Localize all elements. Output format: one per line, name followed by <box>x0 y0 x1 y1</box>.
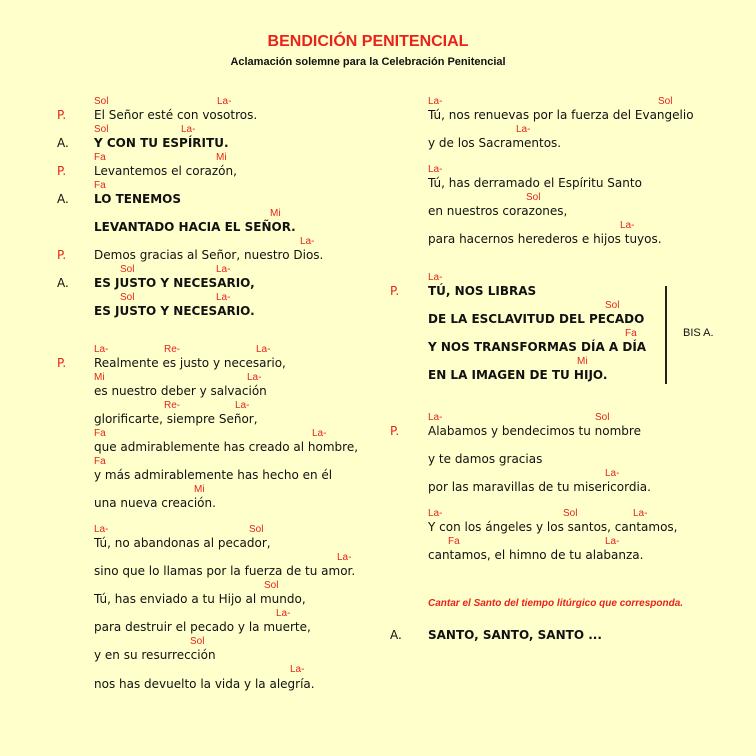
preface-line: Y con los ángeles y los santos, cantamos, <box>428 520 678 534</box>
chord: La- <box>605 468 620 479</box>
chord: Sol <box>120 292 135 303</box>
chord: Mi <box>577 356 588 367</box>
chord: La- <box>256 344 271 355</box>
preface-line: Tú, no abandonas al pecador, <box>94 536 271 550</box>
bis-line: Y NOS TRANSFORMAS DÍA A DÍA <box>428 340 647 354</box>
chord: Re- <box>164 400 181 411</box>
preface-line: glorificarte, siempre Señor, <box>94 412 258 426</box>
chord: La- <box>300 236 315 247</box>
bis-line: TÚ, NOS LIBRAS <box>428 284 537 298</box>
bis-line: EN LA IMAGEN DE TU HIJO. <box>428 368 608 382</box>
dialogue-line: Y CON TU ESPÍRITU. <box>94 136 229 150</box>
chord: Sol <box>264 580 279 591</box>
chord: La- <box>312 428 327 439</box>
preface-line: en nuestros corazones, <box>428 204 568 218</box>
chord: La- <box>337 552 352 563</box>
speaker-label: A. <box>57 276 69 290</box>
preface-line: Tú, nos renuevas por la fuerza del Evangelio <box>428 108 694 122</box>
chord: Re- <box>164 344 181 355</box>
dialogue-line: Demos gracias al Señor, nuestro Dios. <box>94 248 324 262</box>
chord: Sol <box>526 192 541 203</box>
chord: Sol <box>94 124 109 135</box>
preface-line: sino que lo llamas por la fuerza de tu amor. <box>94 564 356 578</box>
rubric-instruction: Cantar el Santo del tiempo litúrgico que corresponda. <box>428 598 684 609</box>
bis-label: BIS A. <box>683 327 714 339</box>
chord: Fa <box>94 152 106 163</box>
dialogue-line: LEVANTADO HACIA EL SEÑOR. <box>94 220 296 234</box>
dialogue-line: ES JUSTO Y NECESARIO, <box>94 276 255 290</box>
page-subtitle: Aclamación solemne para la Celebración Penitencial <box>230 56 506 68</box>
chord: La- <box>94 524 109 535</box>
preface-line: por las maravillas de tu misericordia. <box>428 480 651 494</box>
sanctus-line: SANTO, SANTO, SANTO ... <box>428 628 602 642</box>
preface-line: que admirablemente has creado al hombre, <box>94 440 359 454</box>
chord: Mi <box>94 372 105 383</box>
speaker-label: A. <box>57 136 69 150</box>
speaker-label: P. <box>57 108 67 122</box>
speaker-label: P. <box>390 284 400 298</box>
bis-line: DE LA ESCLAVITUD DEL PECADO <box>428 312 645 326</box>
dialogue-line: Levantemos el corazón, <box>94 164 237 178</box>
chord: La- <box>216 292 231 303</box>
chord: Mi <box>270 208 281 219</box>
dialogue-line: ES JUSTO Y NECESARIO. <box>94 304 255 318</box>
chord: Sol <box>595 412 610 423</box>
chord: Sol <box>120 264 135 275</box>
chord: Fa <box>94 428 106 439</box>
preface-line: es nuestro deber y salvación <box>94 384 267 398</box>
chord: La- <box>516 124 531 135</box>
chord: Fa <box>94 456 106 467</box>
chord: Sol <box>563 508 578 519</box>
chord: La- <box>276 608 291 619</box>
chord: La- <box>235 400 250 411</box>
bis-bracket <box>665 286 667 384</box>
speaker-label: P. <box>57 248 67 262</box>
preface-line: Tú, has derramado el Espíritu Santo <box>428 176 642 190</box>
chord: Sol <box>190 636 205 647</box>
speaker-label: P. <box>57 356 67 370</box>
chord: Fa <box>94 180 106 191</box>
preface-line: y de los Sacramentos. <box>428 136 562 150</box>
chord: La- <box>181 124 196 135</box>
chord: Sol <box>94 96 109 107</box>
chord: La- <box>217 96 232 107</box>
speaker-label: P. <box>57 164 67 178</box>
page-title: BENDICIÓN PENITENCIAL <box>267 33 469 50</box>
chord: Sol <box>605 300 620 311</box>
preface-line: y más admirablemente has hecho en él <box>94 468 333 482</box>
chord: La- <box>94 344 109 355</box>
chord: La- <box>428 412 443 423</box>
chord: La- <box>247 372 262 383</box>
chord: La- <box>428 272 443 283</box>
preface-line: Realmente es justo y necesario, <box>94 356 286 370</box>
preface-line: una nueva creación. <box>94 496 216 510</box>
preface-line: Tú, has enviado a tu Hijo al mundo, <box>94 592 306 606</box>
chord: La- <box>216 264 231 275</box>
chord: La- <box>428 508 443 519</box>
dialogue-line: El Señor esté con vosotros. <box>94 108 258 122</box>
dialogue-line: LO TENEMOS <box>94 192 182 206</box>
chord: Fa <box>625 328 637 339</box>
speaker-label: P. <box>390 424 400 438</box>
chord: La- <box>428 96 443 107</box>
chord: Sol <box>249 524 264 535</box>
preface-line: nos has devuelto la vida y la alegría. <box>94 677 315 691</box>
chord: Mi <box>194 484 205 495</box>
preface-line: para destruir el pecado y la muerte, <box>94 620 311 634</box>
preface-line: cantamos, el himno de tu alabanza. <box>428 548 644 562</box>
preface-line: y te damos gracias <box>428 452 543 466</box>
preface-line: para hacernos herederos e hijos tuyos. <box>428 232 662 246</box>
chord: Sol <box>658 96 673 107</box>
speaker-label: A. <box>57 192 69 206</box>
chord: La- <box>290 664 305 675</box>
chord: La- <box>633 508 648 519</box>
speaker-label: A. <box>390 628 402 642</box>
preface-line: y en su resurrección <box>94 648 216 662</box>
chord: La- <box>620 220 635 231</box>
chord: Fa <box>448 536 460 547</box>
chord: La- <box>605 536 620 547</box>
chord: La- <box>428 164 443 175</box>
preface-line: Alabamos y bendecimos tu nombre <box>428 424 641 438</box>
chord: Mi <box>216 152 227 163</box>
